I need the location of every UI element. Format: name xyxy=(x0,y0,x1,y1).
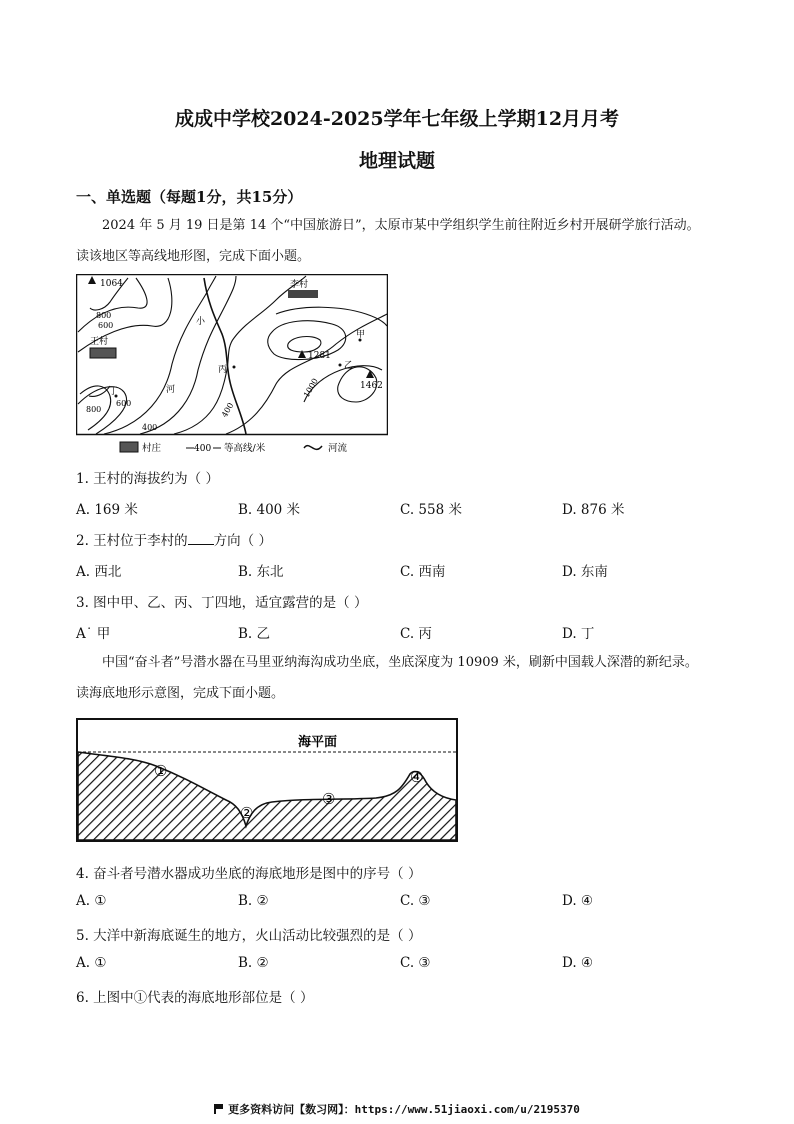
peak-1281-label: 1281 xyxy=(308,351,331,361)
sea-level-label: 海平面 xyxy=(298,735,338,750)
legend-river-label: 河流 xyxy=(328,443,348,454)
q5-option-a[interactable]: A. ① xyxy=(76,955,107,971)
intro-line: 读海底地形示意图，完成下面小题。 xyxy=(76,686,285,701)
q2-stem-post: 方向（ ） xyxy=(213,533,272,549)
q1-option-c[interactable]: C. 558 米 xyxy=(400,502,462,518)
peak-triangle-icon xyxy=(298,350,306,358)
legend-river-icon xyxy=(304,446,322,450)
q4-option-a[interactable]: A. ① xyxy=(76,893,107,909)
li-village-label: 李村 xyxy=(290,280,309,290)
q4-option-c[interactable]: C. ③ xyxy=(400,893,431,909)
river-name-2: 河 xyxy=(166,385,176,395)
point-yi-dot xyxy=(339,364,342,367)
q2-option-b[interactable]: B. 东北 xyxy=(238,564,284,580)
exam-subtitle: 地理试题 xyxy=(358,150,435,172)
intro-line: 读该地区等高线地形图，完成下面小题。 xyxy=(76,249,311,264)
map-legend xyxy=(120,442,348,454)
q3-option-a[interactable]: A˙ 甲 xyxy=(76,626,111,642)
intro-line: 中国“奋斗者”号潜水器在马里亚纳海沟成功坐底，坐底深度为 10909 米，刷新中国载人深潜的新纪录。 xyxy=(102,655,698,670)
contour-label: 600 xyxy=(116,399,132,408)
seafloor-terrain xyxy=(78,752,456,840)
q4-option-d[interactable]: D. ④ xyxy=(562,893,594,909)
intro-paragraph-1 xyxy=(76,210,726,272)
question-3-stem: 3. 图中甲、乙、丙、丁四地，适宜露营的是（ ） xyxy=(76,595,368,611)
legend-contour-label: 等高线/米 xyxy=(224,443,266,454)
q4-option-b[interactable]: B. ② xyxy=(238,893,269,909)
q1-option-b[interactable]: B. 400 米 xyxy=(238,502,301,518)
legend-contour-value: 400 xyxy=(194,444,212,454)
q3-option-c[interactable]: C. 丙 xyxy=(400,626,432,642)
question-4-stem: 4. 奋斗者号潜水器成功坐底的海底地形是图中的序号（ ） xyxy=(76,866,422,882)
question-2-stem xyxy=(76,529,272,549)
peak-1064 xyxy=(88,276,123,289)
contour-label: 800 xyxy=(96,311,112,320)
intro-paragraph-2 xyxy=(76,647,726,709)
legend-village-label: 村庄 xyxy=(142,443,162,454)
question-6-stem: 6. 上图中①代表的海底地形部位是（ ） xyxy=(76,990,314,1006)
contour-label: 800 xyxy=(86,405,102,414)
marker-1: ① xyxy=(154,762,168,780)
footer-text: 更多资料访问【数习网】：https://www.51jiaoxi.com/u/2195370 xyxy=(228,1103,580,1116)
footer-link[interactable] xyxy=(0,1101,794,1117)
q2-option-a[interactable]: A. 西北 xyxy=(76,564,122,580)
marker-4: ④ xyxy=(410,768,424,786)
marker-3: ③ xyxy=(322,790,336,808)
q2-stem-pre: 2. 王村位于李村的 xyxy=(76,533,188,549)
q5-option-c[interactable]: C. ③ xyxy=(400,955,431,971)
q1-option-a[interactable]: A. 169 米 xyxy=(76,502,138,518)
legend-village-swatch xyxy=(120,442,138,452)
contour-label: 400 xyxy=(219,401,236,419)
point-bing-label: 丙 xyxy=(218,365,228,375)
wang-village-label: 王村 xyxy=(90,337,109,347)
contour-label: 1000 xyxy=(301,376,320,399)
q1-option-d[interactable]: D. 876 米 xyxy=(562,502,625,518)
q5-option-b[interactable]: B. ② xyxy=(238,955,269,971)
point-yi-label: 乙 xyxy=(344,361,354,371)
peak-triangle-icon xyxy=(88,276,96,284)
q3-option-b[interactable]: B. 乙 xyxy=(238,626,271,642)
peak-1064-label: 1064 xyxy=(100,279,123,289)
peak-1462-label: 1462 xyxy=(360,381,383,391)
question-1-stem: 1. 王村的海拔约为（ ） xyxy=(76,471,219,487)
flag-icon xyxy=(214,1104,224,1113)
q2-option-d[interactable]: D. 东南 xyxy=(562,564,608,580)
li-village-marker xyxy=(288,290,318,298)
river-name-1: 小 xyxy=(196,317,206,327)
contour-map-figure xyxy=(76,274,388,460)
wang-village-marker xyxy=(90,348,116,358)
q5-option-d[interactable]: D. ④ xyxy=(562,955,594,971)
point-bing-dot xyxy=(233,366,236,369)
answer-blank xyxy=(188,532,214,545)
q3-option-d[interactable]: D. 丁 xyxy=(562,626,595,642)
intro-line: 2024 年 5 月 19 日是第 14 个“中国旅游日”，太原市某中学组织学生前往附近乡村开展研学旅行活动。 xyxy=(102,218,700,233)
point-jia-label: 甲 xyxy=(356,330,366,340)
question-5-stem: 5. 大洋中新海底诞生的地方，火山活动比较强烈的是（ ） xyxy=(76,928,422,944)
section-heading: 一、单选题（每题1分，共15分） xyxy=(76,188,303,206)
q2-option-c[interactable]: C. 西南 xyxy=(400,564,446,580)
marker-2: ② xyxy=(240,804,254,822)
point-ding-label: 丁 xyxy=(109,387,119,397)
exam-title: 成成中学校2024-2025学年七年级上学期12月月考 xyxy=(174,108,620,130)
contour-label: 600 xyxy=(98,321,114,330)
seafloor-profile-figure xyxy=(76,718,458,842)
contour-label: 400 xyxy=(142,423,158,432)
